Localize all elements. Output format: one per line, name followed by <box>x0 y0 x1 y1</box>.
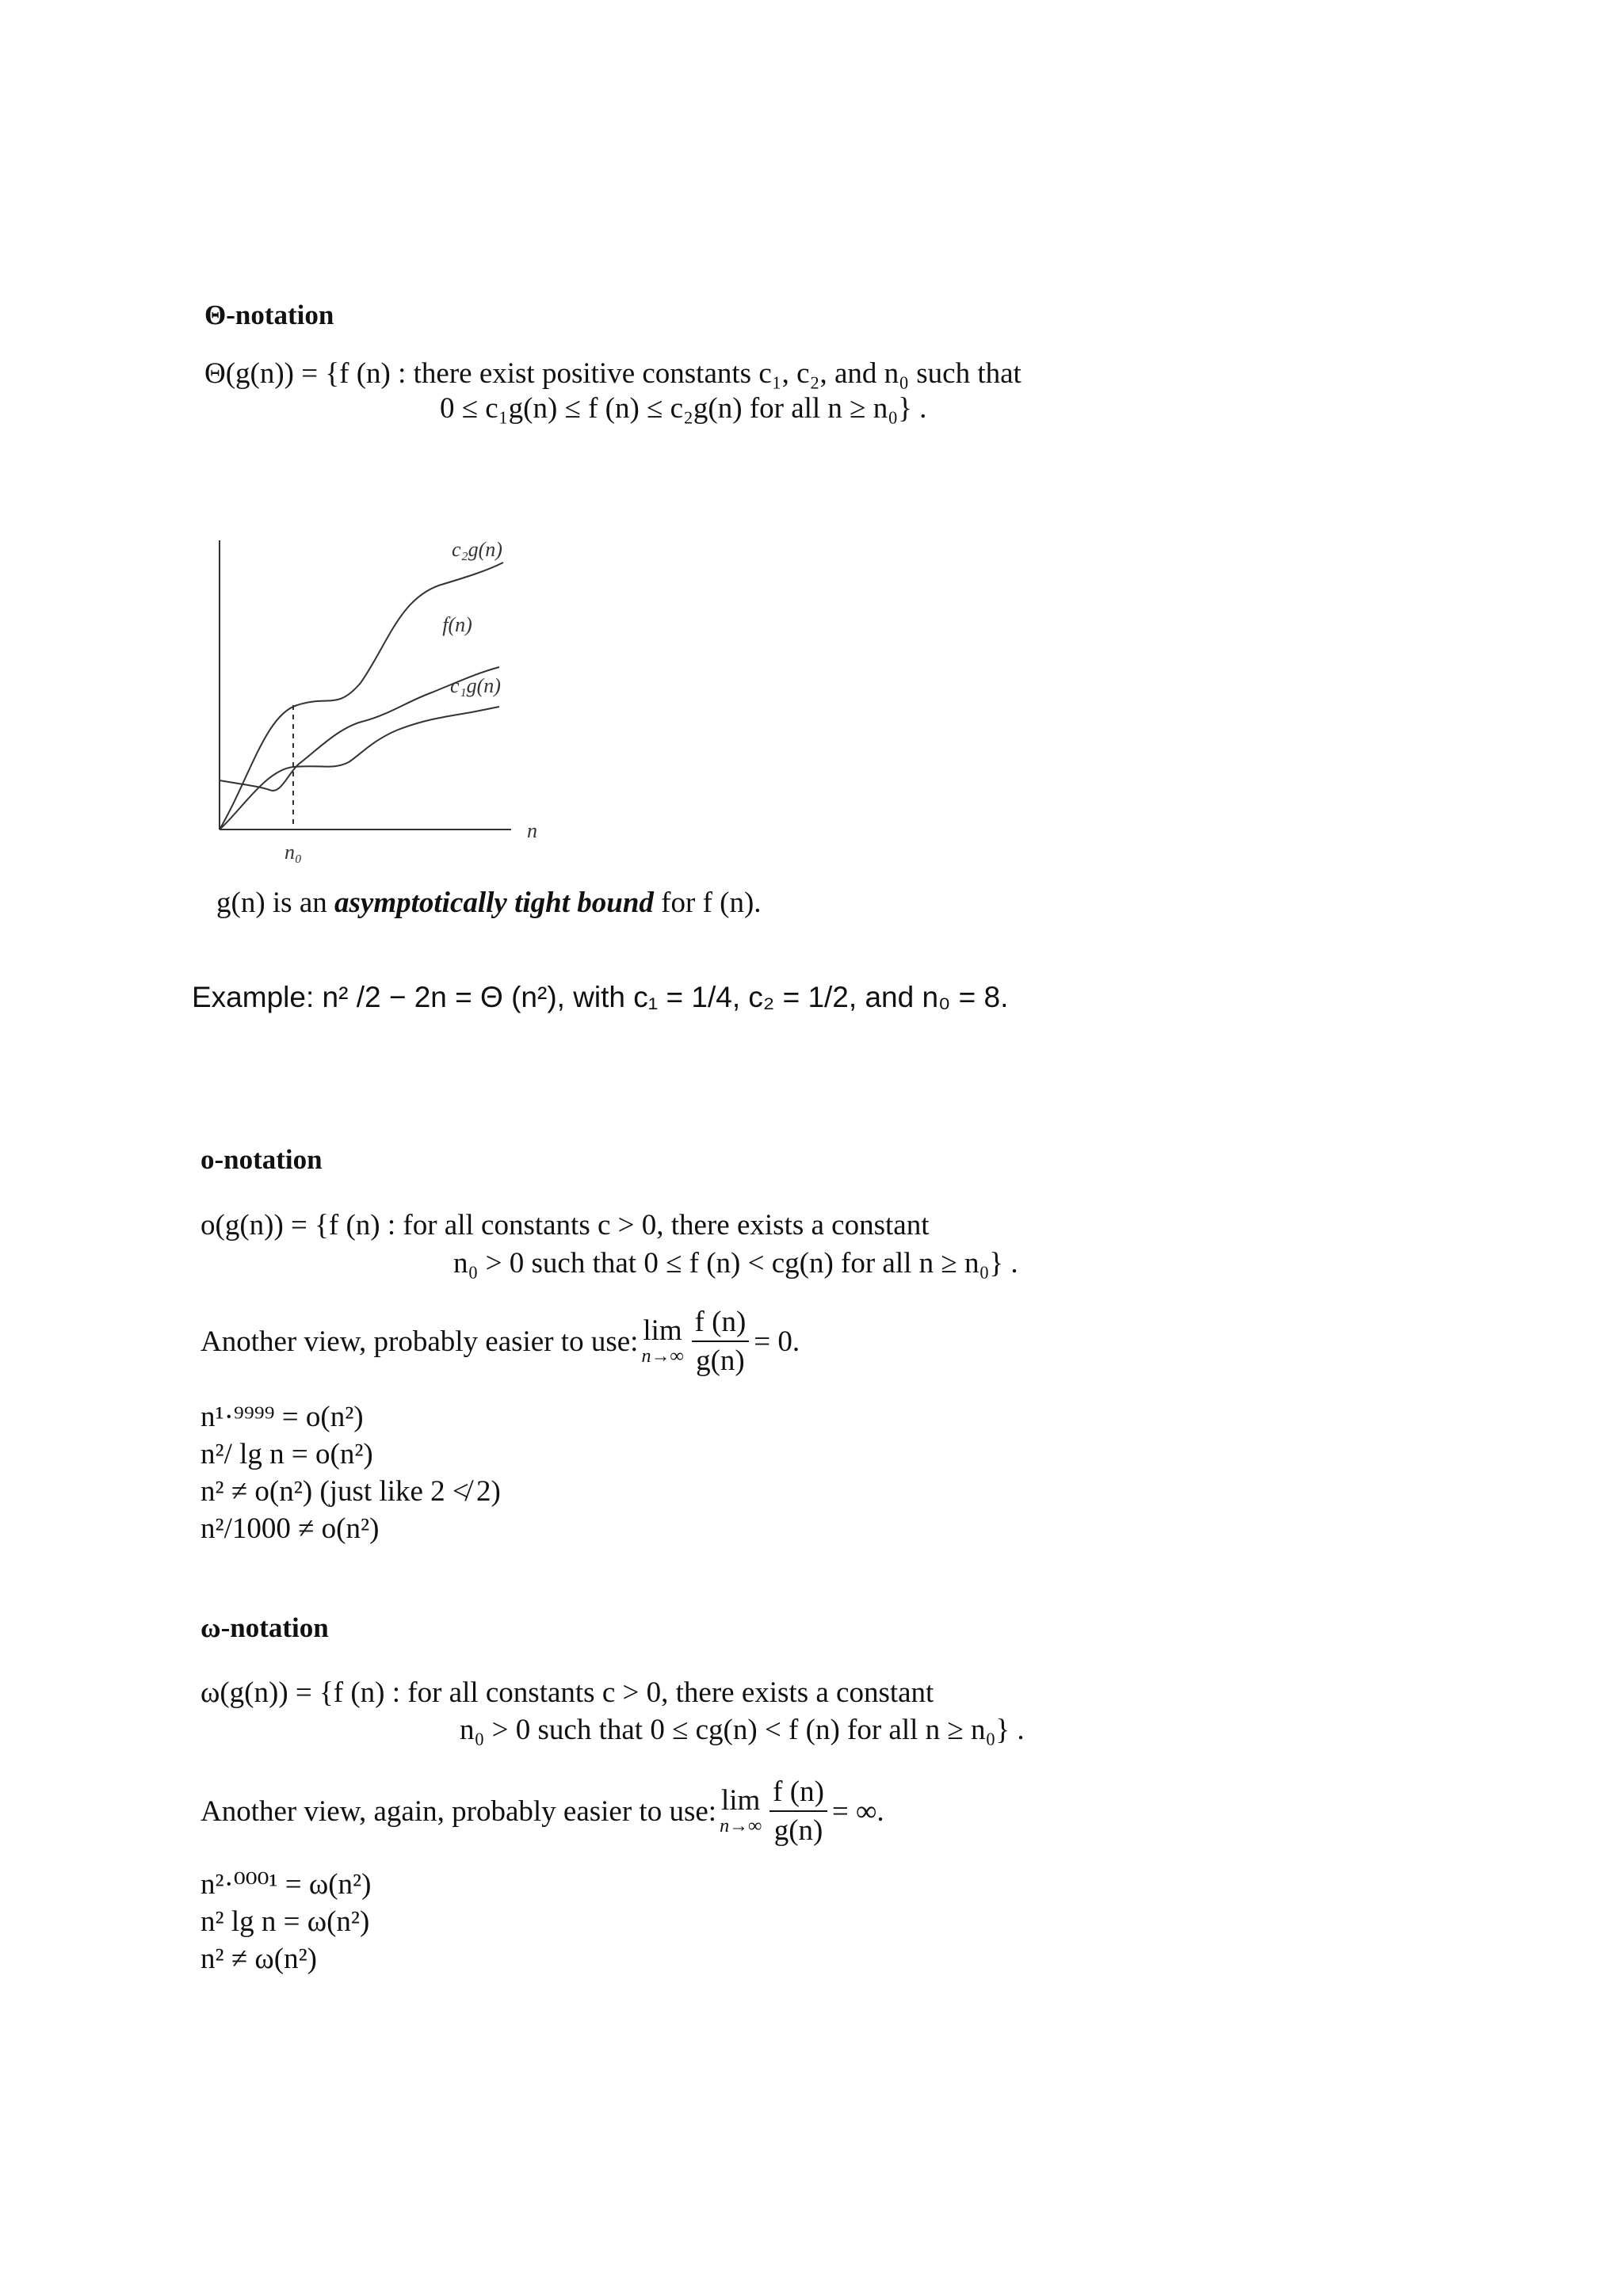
little-omega-limit-view <box>200 1775 884 1848</box>
theta-example: Example: n² /2 − 2n = Θ (n²), with c₁ = 1/4, c₂ = 1/2, and n₀ = 8. <box>192 981 1009 1013</box>
little-o-examples <box>200 1398 501 1547</box>
little-o-view-result: = 0. <box>754 1325 800 1358</box>
theta-heading: Θ-notation <box>204 299 334 330</box>
little-omega-example: n² ≠ ω(n²) <box>200 1943 317 1975</box>
little-o-fraction: $\frac{f (n)}{g(n)}$ <box>692 1305 750 1378</box>
curve-c1g <box>220 707 499 830</box>
label-c1g: c₁g(n) <box>450 674 501 697</box>
theta-definition-line1: Θ(g(n)) = {f (n) : there exist positive constants c₁, c₂, and n₀ such that <box>204 357 1022 390</box>
little-o-heading: o-notation <box>200 1144 323 1175</box>
little-o-example: n¹·⁹⁹⁹⁹ = o(n²) <box>200 1401 364 1433</box>
little-o-example: n²/ lg n = o(n²) <box>200 1438 373 1470</box>
label-c2g: c₂g(n) <box>452 538 502 561</box>
label-n: n <box>527 819 537 842</box>
theta-caption: g(n) is an asymptotically tight bound for f (n). <box>216 887 762 919</box>
little-omega-example: n² lg n = ω(n²) <box>200 1905 370 1938</box>
little-o-definition-line1: o(g(n)) = {f (n) : for all constants c > 0, there exists a constant <box>200 1209 930 1241</box>
little-omega-definition-line2: n₀ > 0 such that 0 ≤ cg(n) < f (n) for all n ≥ n₀} . <box>460 1714 1025 1746</box>
label-n0: n₀ <box>284 841 303 864</box>
theta-figure <box>202 532 567 865</box>
little-o-view-text: Another view, probably easier to use: <box>200 1325 639 1358</box>
little-omega-view-text: Another view, again, probably easier to use: <box>200 1794 717 1828</box>
label-f: f(n) <box>442 613 472 636</box>
theta-definition-line2: 0 ≤ c₁g(n) ≤ f (n) ≤ c₂g(n) for all n ≥ n₀} . <box>440 392 927 425</box>
little-o-lim: lim n→∞ <box>641 1314 684 1367</box>
little-omega-view-result: = ∞. <box>831 1794 884 1828</box>
little-o-limit-view <box>200 1305 800 1378</box>
little-omega-lim: lim n→∞ <box>720 1783 762 1836</box>
little-o-definition-line2: n₀ > 0 such that 0 ≤ f (n) < cg(n) for all n ≥ n₀} . <box>453 1247 1018 1280</box>
theta-caption-emphasis: asymptotically tight bound <box>334 887 654 919</box>
little-omega-example: n²·⁰⁰⁰¹ = ω(n²) <box>200 1868 372 1901</box>
little-o-example: n² ≠ o(n²) (just like 2 ≮ 2) <box>200 1475 501 1508</box>
little-omega-examples <box>200 1866 371 1978</box>
little-omega-fraction: $\frac{f (n)}{g(n)}$ <box>769 1775 827 1848</box>
little-omega-heading: ω-notation <box>200 1612 329 1643</box>
little-o-example: n²/1000 ≠ o(n²) <box>200 1512 380 1545</box>
little-omega-definition-line1: ω(g(n)) = {f (n) : for all constants c > 0, there exists a constant <box>200 1676 934 1709</box>
